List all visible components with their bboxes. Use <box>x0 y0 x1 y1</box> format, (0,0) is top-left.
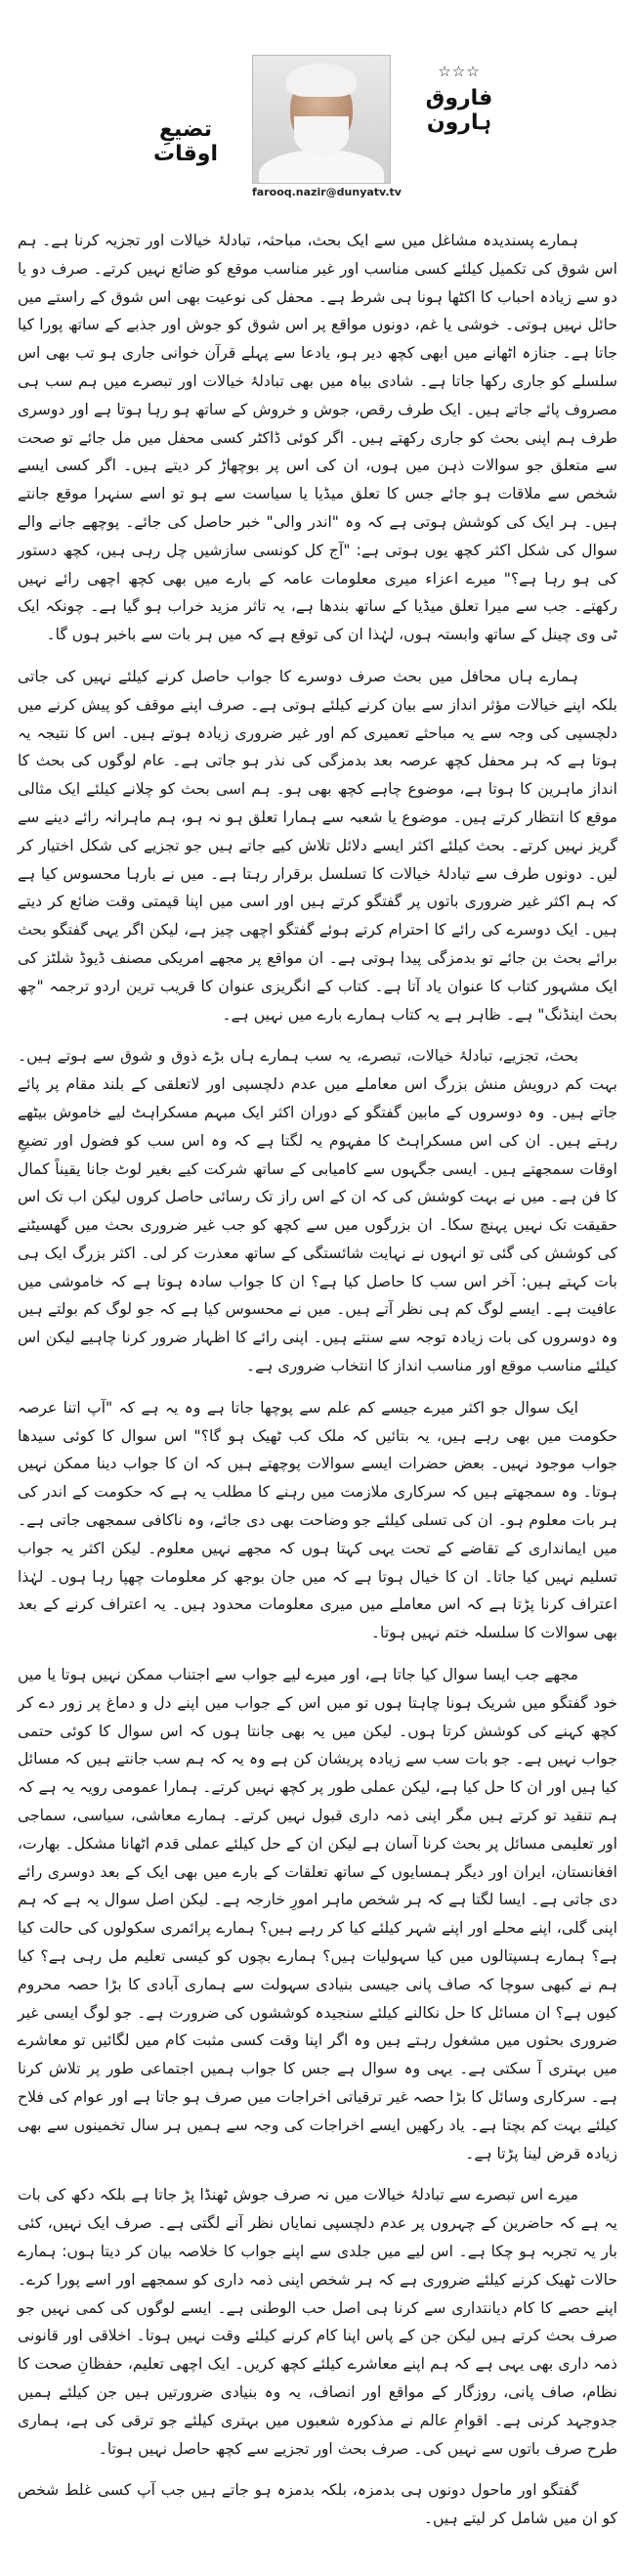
author-photo-beard <box>294 116 349 155</box>
column-title: تضیعِ اوقات <box>153 117 218 166</box>
article-paragraph: بحث، تجزیے، تبادلۂ خیالات، تبصرے، یہ سب ہمارے ہاں بڑے ذوق و شوق سے ہوتے ہیں۔ بہت کم درویش منش بزرگ اس معاملے میں عدم دلچسپی اور لاتعلقی کے بلند مقام پر پائے جاتے ہیں۔ وہ دوسروں کے مابین گفتگو کے دوران اکثر ایک مبہم مسکراہٹ لیے خاموش بیٹھے رہتے ہیں۔ ان کی اس مسکراہٹ کا مفہوم یہ لگتا ہے کہ وہ اس سب کو فضول اور تضیعِ اوقات سمجھتے ہیں۔ ایسی جگہوں سے کامیابی کے ساتھ شرکت کیے بغیر لوٹ جانا یقیناً کمال کا فن ہے۔ میں نے بہت کوشش کی کہ ان کے اس راز تک رسائی حاصل کروں لیکن اب تک اس حقیقت تک نہیں پہنچ سکا۔ ان بزرگوں میں سے کچھ کو جب غیر ضروری بحث میں گھسیٹنے کی کوشش کی گئی تو انہوں نے نہایت شائستگی کے ساتھ معذرت کر لی۔ اکثر بزرگ ایک ہی بات کہتے ہیں: آخر اس سب کا حاصل کیا ہے؟ ان کا جواب سادہ ہوتا ہے کہ خاموشی میں عافیت ہے۔ ایسے لوگ کم ہی نظر آتے ہیں۔ میں نے محسوس کیا ہے کہ جو لوگ کم بولتے ہیں وہ دوسروں کی بات زیادہ توجہ سے سنتے ہیں۔ اپنی رائے کا اظہار ضرور کرنا چاہیے لیکن اس کیلئے مناسب موقع اور مناسب انداز کا انتخاب ضروری ہے۔ <box>18 1047 617 1375</box>
author-email: farooq.nazir@dunyatv.tv <box>252 186 402 198</box>
article-body <box>18 227 617 2547</box>
article-paragraph: ایک سوال جو اکثر میرے جیسے کم علم سے پوچھا جاتا ہے وہ یہ ہے کہ "آپ اتنا عرصہ حکومت میں بھی رہے ہیں، یہ بتائیں کہ ملک کب ٹھیک ہو گا؟" اس سوال کا کوئی سیدھا جواب موجود نہیں۔ بعض حضرات ایسے سوالات پوچھتے ہیں کہ ان کا جواب دینا ممکن نہیں ہوتا۔ وہ سمجھتے ہیں کہ سرکاری ملازمت میں رہنے کا مطلب یہ ہے کہ حکومت کے اندر کی ہر بات معلوم ہو۔ ان کی تسلی کیلئے جو وضاحت بھی دی جائے، وہ ناکافی سمجھی جاتی ہے۔ میں ایمانداری کے تقاضے کے تحت یہی کہتا ہوں کہ مجھے نہیں معلوم۔ لیکن اکثر یہ جواب تسلیم نہیں کیا جاتا۔ ان کا خیال ہوتا ہے کہ میں جان بوجھ کر معلومات چھپا رہا ہوں۔ لہٰذا اعتراف کرنا پڑتا ہے کہ اس معاملے میں میری معلومات محدود ہیں۔ یہ اعتراف کرنے کے بعد بھی سوالات کا سلسلہ ختم نہیں ہوتا۔ <box>18 1398 617 1642</box>
author-photo <box>252 55 391 184</box>
article-paragraph: گفتگو اور ماحول دونوں ہی بدمزہ، بلکہ بدمزہ ہو جاتے ہیں جب آپ کسی غلط شخص کو ان میں شامل کر لیتے ہیں۔ <box>18 2481 617 2528</box>
author-photo-hair <box>286 64 357 97</box>
column-header <box>0 0 635 225</box>
article-paragraph: میرے اس تبصرے سے تبادلۂ خیالات میں نہ صرف جوش ٹھنڈا پڑ جاتا ہے بلکہ دکھ کی بات یہ ہے کہ حاضرین کے چہروں پر عدم دلچسپی نمایاں نظر آنے لگتی ہے۔ صرف ایک نہیں، کئی بار یہ تجربہ ہو چکا ہے۔ اس لیے میں جلدی سے اپنے جواب کا خلاصہ بیان کر دیتا ہوں: ہمارے حالات ٹھیک کرنے کیلئے ضروری ہے کہ ہر شخص اپنی ذمہ داری کو سمجھے اور اسے پورا کرے۔ اپنے حصے کا کام دیانتداری سے کرنا ہی اصل حب الوطنی ہے۔ ایسے لوگوں کی کمی نہیں جو صرف بحث کرتے ہیں لیکن جن کے پاس اپنا کام کرنے کیلئے وقت نہیں ہوتا۔ اخلاقی اور قانونی ذمہ داری بھی یہی ہے کہ ہم اپنے معاشرے کیلئے کچھ کریں۔ ایک اچھی تعلیم، حفظانِ صحت کا نظام، صاف پانی، روزگار کے مواقع اور انصاف، یہ وہ بنیادی ضرورتیں ہیں جن کیلئے ہمیں جدوجہد کرنی ہے۔ اقوامِ عالم نے مذکورہ شعبوں میں بہتری کیلئے جو ترقی کی ہے، ہماری طرح صرف باتوں سے نہیں کی۔ صرف بحث اور تجزیے سے کچھ حاصل نہیں ہوتا۔ <box>18 2186 617 2458</box>
byline-stars: ☆☆☆ <box>438 63 481 80</box>
article-paragraph: مجھے جب ایسا سوال کیا جاتا ہے، اور میرے لیے جواب سے اجتناب ممکن نہیں ہوتا یا میں خود گفتگو میں شریک ہونا چاہتا ہوں تو میں اس کے جواب میں اپنے دل و دماغ پر زور دے کر کچھ کہنے کی کوشش کرتا ہوں۔ لیکن میں یہ بھی جانتا ہوں کہ اس سوال کا کوئی حتمی جواب نہیں ہے۔ جو بات سب سے زیادہ پریشان کن ہے وہ یہ کہ ہم سب جانتے ہیں کہ مسائل کیا ہیں اور ان کا حل کیا ہے، لیکن عملی طور پر کچھ نہیں کرتے۔ ہمارا عمومی رویہ یہ ہے کہ ہم تنقید تو کرتے ہیں مگر اپنی ذمہ داری قبول نہیں کرتے۔ ہمارے معاشی، سیاسی، سماجی اور تعلیمی مسائل پر بحث کرنا آسان ہے لیکن ان کے حل کیلئے عملی قدم اٹھانا مشکل۔ بھارت، افغانستان، ایران اور دیگر ہمسایوں کے ساتھ تعلقات کے بارے میں بھی ایک کے بعد دوسری رائے دی جاتی ہے۔ ایسا لگتا ہے کہ ہر شخص ماہر امورِ خارجہ ہے۔ لیکن اصل سوال یہ ہے کہ ہم اپنی گلی، اپنے محلے اور اپنے شہر کیلئے کیا کر رہے ہیں؟ ہمارے پرائمری سکولوں کی حالت کیا ہے؟ ہمارے ہسپتالوں میں کیا سہولیات ہیں؟ ہمارے بچوں کو کیسی تعلیم مل رہی ہے؟ کیا ہم نے کبھی سوچا کہ صاف پانی جیسی بنیادی سہولت سے ہماری آبادی کا بڑا حصہ محروم کیوں ہے؟ ان مسائل کا حل نکالنے کیلئے سنجیدہ کوششوں کی ضرورت ہے۔ جو لوگ ایسی غیر ضروری بحثوں میں مشغول رہتے ہیں وہ اگر اپنا وقت کسی مثبت کام میں لگائیں تو معاشرے میں بہتری آ سکتی ہے۔ یہی وہ سوال ہے جس کا جواب ہمیں اجتماعی طور پر تلاش کرنا ہے۔ سرکاری وسائل کا بڑا حصہ غیر ترقیاتی اخراجات میں صرف ہو جاتا ہے اور عوام کی فلاح کیلئے بہت کم بچتا ہے۔ یاد رکھیں ایسے اخراجات کی وجہ سے ہمیں ہر سال تخمینوں سے بھی زیادہ قرض لینا پڑتا ہے۔ <box>18 1666 617 2162</box>
article-paragraph: ہمارے ہاں محافل میں بحث صرف دوسرے کا جواب حاصل کرنے کیلئے نہیں کی جاتی بلکہ اپنے خیالات مؤثر انداز سے بیان کرنے کیلئے ہوتی ہے۔ صرف اپنے موقف کو پیش کرنے میں دلچسپی کی وجہ سے یہ مباحثے تعمیری کم اور غیر ضروری زیادہ ہوتے ہیں۔ اس کا نتیجہ یہ ہوتا ہے کہ ہر محفل کچھ عرصہ بعد بدمزگی کی نذر ہو جاتی ہے۔ عام لوگوں کی بحث کا انداز ماہرین کا ہوتا ہے، موضوع چاہے کچھ بھی ہو۔ ہم اسی بحث کو چلانے کیلئے ایک مثالی موقع کا انتظار کرتے ہیں۔ موضوع یا شعبہ سے ہمارا تعلق ہو نہ ہو، ہم ماہرانہ رائے دینے سے گریز نہیں کرتے۔ بحث کیلئے اکثر ایسے دلائل تلاش کیے جاتے ہیں جو تجزیے کی شکل اختیار کر لیں۔ دونوں طرف سے تبادلۂ خیالات کا تسلسل برقرار رہتا ہے۔ میں نے بارہا محسوس کیا ہے کہ ہم اکثر غیر ضروری باتوں پر گفتگو کرتے ہیں اور اسی میں اپنا قیمتی وقت ضائع کر دیتے ہیں۔ ایک دوسرے کی رائے کا احترام کرتے ہوئے گفتگو اچھی چیز ہے، لیکن اگر یہی گفتگو بحث برائے بحث بن جائے تو بدمزگی پیدا ہوتی ہے۔ ان مواقع پر مجھے امریکی مصنف ڈیوڈ شلٹز کی ایک مشہور کتاب کا عنوان یاد آتا ہے۔ کتاب کے انگریزی عنوان کا قریب ترین اردو ترجمہ "چھ بحث اینڈنگ" ہے۔ ظاہر ہے یہ کتاب ہمارے بارے میں نہیں ہے۔ <box>18 667 617 1024</box>
article-paragraph: ہمارے پسندیدہ مشاغل میں سے ایک بحث، مباحثہ، تبادلۂ خیالات اور تجزیہ کرنا ہے۔ ہم اس شوق کی تکمیل کیلئے کسی مناسب اور غیر مناسب موقع کو ضائع نہیں کرتے۔ صرف دو یا دو سے زیادہ احباب کا اکٹھا ہونا ہی شرط ہے۔ محفل کی نوعیت بھی اس شوق کے راستے میں حائل نہیں ہوتی۔ خوشی یا غم، دونوں مواقع پر اس شوق کو جوش اور جذبے کے ساتھ پورا کیا جاتا ہے۔ جنازہ اٹھانے میں ابھی کچھ دیر ہو، یادعا سے پہلے قرآن خوانی جاری ہو تب بھی اس سلسلے کو جاری رکھا جاتا ہے۔ شادی بیاہ میں بھی تبادلۂ خیالات اور تبصرے میں ہم سب ہی مصروف پائے جاتے ہیں۔ ایک طرف رقص، جوش و خروش کے ساتھ ہو رہا ہوتا ہے اور دوسری طرف ہم اپنی بحث کو جاری رکھتے ہیں۔ اگر کوئی ڈاکٹر کسی محفل میں مل جائے تو صحت سے متعلق جو سوالات ذہن میں ہوں، ان کی اس پر بوچھاڑ کر دیتے ہیں۔ اگر کسی ایسے شخص سے ملاقات ہو جائے جس کا تعلق میڈیا یا سیاست سے ہو تو اسے سنہرا موقع جانتے ہیں۔ ہر ایک کی کوشش ہوتی ہے کہ وہ "اندر والی" خبر حاصل کی جائے۔ پوچھے جانے والے سوال کی شکل اکثر کچھ یوں ہوتی ہے: "آج کل کونسی سازشیں چل رہی ہیں، کچھ دستور کی ہو رہا ہے؟" میرے اعزاء میری معلومات عامہ کے بارے میں بھی کچھ اچھی رائے نہیں رکھتے۔ جب سے میرا تعلق میڈیا کے ساتھ بندھا ہے، یہ تاثر مزید خراب ہو گیا ہے۔ چونکہ ایک ٹی وی چینل کے ساتھ وابستہ ہوں، لہٰذا ان کی توقع ہے کہ میں ہر بات سے باخبر ہوں گا۔ <box>18 232 617 644</box>
author-name: فاروق ہارون <box>425 86 493 135</box>
